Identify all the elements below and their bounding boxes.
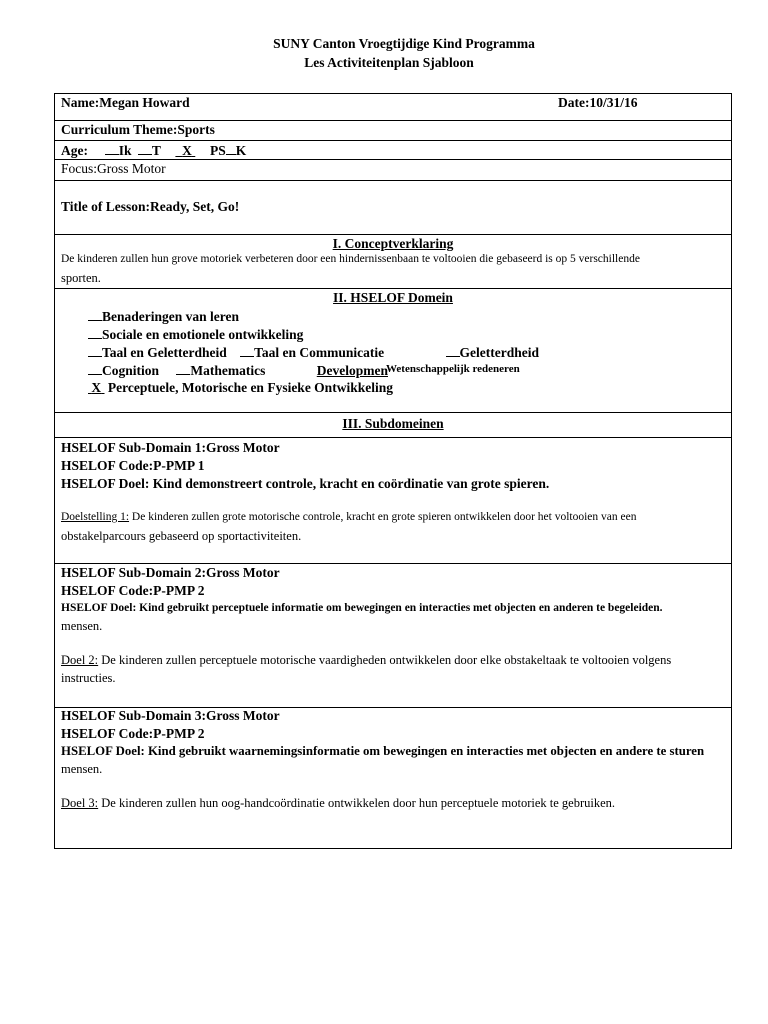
- document-subtitle: Les Activiteitenplan Sjabloon: [304, 55, 474, 70]
- age-label: Age:: [61, 143, 88, 158]
- lesson-title: Title of Lesson:Ready, Set, Go!: [61, 199, 240, 214]
- name-field: Name:Megan Howard: [61, 95, 190, 110]
- age-option-ps: PS: [210, 143, 226, 158]
- subdomain-1-objective: Doelstelling 1: De kinderen zullen grote motorische controle, kracht en grote spieren ontwikkelen door het voltooien van een: [61, 511, 637, 523]
- subdomain-1-goal: HSELOF Doel: Kind demonstreert controle, kracht en coördinatie van grote spieren.: [61, 476, 550, 491]
- subdomain-2-goal: HSELOF Doel: Kind gebruikt perceptuele informatie om bewegingen en interacties met objecten en anderen te begeleiden.: [61, 602, 663, 614]
- subdomain-1-domain: HSELOF Sub-Domain 1:Gross Motor: [61, 440, 280, 455]
- subdomain-3-goal-line2: mensen.: [61, 762, 103, 776]
- title-row: [55, 181, 731, 235]
- subdomain-heading: III. Subdomeinen: [342, 416, 444, 431]
- age-selector: [61, 142, 246, 159]
- subdomain-1-code: HSELOF Code:P-PMP 1: [61, 458, 205, 473]
- concept-heading: I. Conceptverklaring: [332, 236, 454, 251]
- domain-perceptual-motor: X Perceptuele, Motorische en Fysieke Ontwikkeling: [88, 380, 393, 396]
- domain-language-row: Taal en Geletterdheid Taal en Communicatie Geletterdheid: [88, 344, 539, 361]
- subdomain-2-objective-line2: instructies.: [61, 671, 116, 685]
- concept-section: [55, 235, 731, 289]
- domain-section: [55, 289, 731, 413]
- domain-perceptual-mark: X: [91, 380, 102, 395]
- age-option-x-mark: X: [182, 143, 192, 158]
- domain-social-emotional: Sociale en emotionele ontwikkeling: [88, 326, 303, 343]
- subdomain-3-code: HSELOF Code:P-PMP 2: [61, 726, 205, 741]
- subdomain-3-goal: HSELOF Doel: Kind gebruikt waarnemingsinformatie om bewegingen en interacties met objecten en andere te sturen: [61, 744, 705, 758]
- subdomain-3-domain: HSELOF Sub-Domain 3:Gross Motor: [61, 708, 280, 723]
- curriculum-theme: Curriculum Theme:Sports: [61, 122, 215, 137]
- age-row: [55, 141, 731, 160]
- name-row: [55, 94, 731, 121]
- domain-cognition-row: Cognition Mathematics Developmen$^{Wetenschappelijk redeneren}$: [88, 362, 522, 379]
- subdomain-2-domain: HSELOF Sub-Domain 2:Gross Motor: [61, 565, 280, 580]
- subdomain-3-objective: Doel 3: De kinderen zullen hun oog-handcoördinatie ontwikkelen door hun perceptuele motoriek te gebruiken.: [61, 796, 616, 810]
- theme-row: [55, 121, 731, 141]
- subdomain-2-objective: Doel 2: De kinderen zullen perceptuele motorische vaardigheden ontwikkelen door elke obstakeltaak te voltooien volgens: [61, 653, 672, 667]
- subdomain-1-objective-line2: obstakelparcours gebaseerd op sportactiviteiten.: [61, 529, 302, 543]
- concept-text-line1: De kinderen zullen hun grove motoriek verbeteren door een hindernissenbaan te voltooien die gebaseerd is op 5 verschillende: [61, 253, 640, 265]
- focus-row: [55, 160, 731, 181]
- document-title: SUNY Canton Vroegtijdige Kind Programma: [273, 36, 535, 51]
- concept-text-line2: sporten.: [61, 271, 101, 285]
- age-option-t: T: [151, 143, 161, 158]
- age-option-k: K: [235, 143, 247, 158]
- subdomain-2-goal-line2: mensen.: [61, 619, 103, 633]
- domain-heading: II. HSELOF Domein: [333, 290, 453, 305]
- focus-field: Focus:Gross Motor: [61, 161, 166, 176]
- subdomain-3: [55, 708, 731, 848]
- date-field: Date:10/31/16: [558, 95, 638, 110]
- lesson-plan-form: [54, 93, 732, 849]
- subdomain-2: [55, 564, 731, 708]
- subdomain-heading-row: [55, 413, 731, 438]
- subdomain-1: [55, 438, 731, 564]
- age-option-ik: Ik: [118, 143, 132, 158]
- subdomain-2-code: HSELOF Code:P-PMP 2: [61, 583, 205, 598]
- domain-approaches: Benaderingen van leren: [88, 308, 239, 325]
